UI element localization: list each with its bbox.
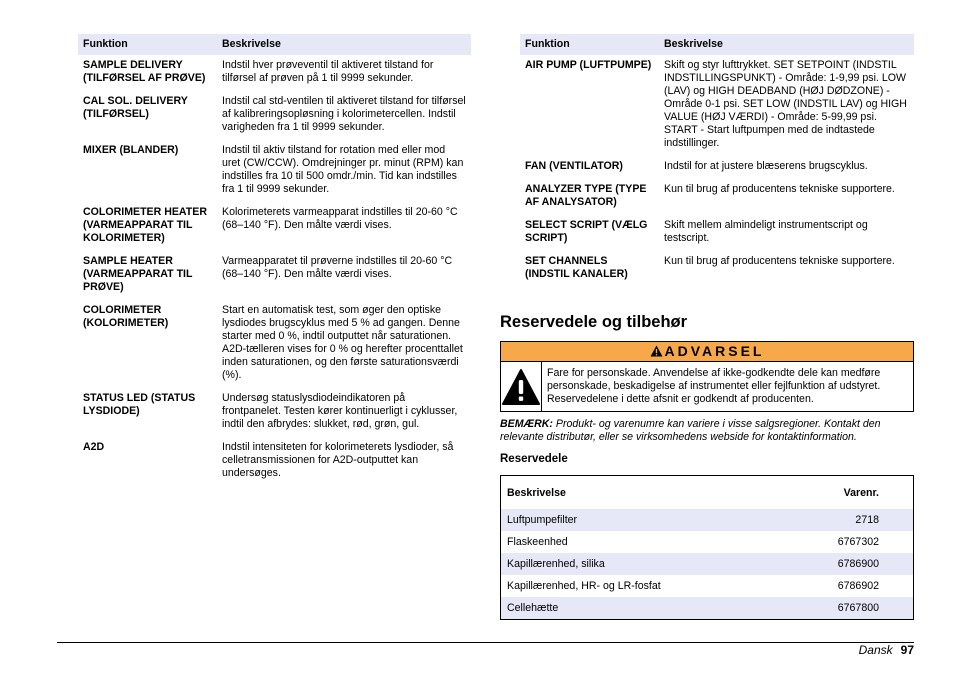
table-row [78, 202, 471, 251]
function-description: Indstil til aktiv tilstand for rotation med eller mod uret (CW/CCW). Omdrejninger pr. minut (RPM) kan indstilles fra 10 til 500 omdr./min. Tid kan indstilles fra 1 til 9999 sekunder. [222, 144, 464, 195]
function-name: COLORIMETER HEATER (VARMEAPPARAT TIL KOLORIMETER) [83, 206, 207, 244]
table-header-row [520, 34, 914, 55]
function-name: A2D [83, 441, 105, 453]
table-row [78, 437, 471, 486]
table-row [520, 215, 914, 251]
function-name: COLORIMETER (KOLORIMETER) [83, 304, 169, 329]
warning-label: ADVARSEL [664, 343, 765, 359]
part-number: 6786902 [837, 580, 879, 592]
table-row [78, 388, 471, 437]
function-name: SET CHANNELS (INDSTIL KANALER) [525, 255, 628, 280]
table-header-row [78, 34, 471, 55]
section-title: Reservedele og tilbehør [500, 313, 688, 331]
function-description: Undersøg statuslysdiodeindikatoren på frontpanelet. Testen kører kontinuerligt i cyklusser, indtil den afbrydes: slukket, rød, grøn, gul. [222, 392, 458, 430]
table-row [501, 597, 913, 619]
function-name: SAMPLE HEATER (VARMEAPPARAT TIL PRØVE) [83, 255, 193, 293]
table-row [78, 300, 471, 388]
part-number: 2718 [777, 509, 913, 531]
warning-triangle-icon [501, 368, 541, 406]
note-paragraph [500, 418, 914, 444]
table-row [78, 140, 471, 202]
function-name: ANALYZER TYPE (TYPE AF ANALYSATOR) [525, 183, 647, 208]
header-description: Beskrivelse [501, 476, 777, 509]
function-name: FAN (VENTILATOR) [525, 160, 623, 172]
page-footer [859, 643, 914, 657]
left-function-table-container [78, 34, 471, 486]
function-description: Kun til brug af producentens tekniske supportere. [664, 183, 895, 195]
header-function: Funktion [78, 34, 217, 55]
header-description: Beskrivelse [659, 34, 914, 55]
table-row [520, 156, 914, 179]
parts-table [501, 476, 913, 619]
right-function-table-container [520, 34, 914, 287]
warning-header [501, 342, 913, 362]
function-name: SAMPLE DELIVERY (TILFØRSEL AF PRØVE) [83, 59, 206, 84]
part-description: Cellehætte [501, 597, 777, 619]
warning-text: Fare for personskade. Anvendelse af ikke-godkendte dele kan medføre personskade, beskadigelse af instrumentet eller fejlfunktion af udstyret. Reservedelene i dette afsnit er godkendt af producenten. [547, 367, 881, 405]
function-description: Kun til brug af producentens tekniske supportere. [664, 255, 895, 267]
parts-table-container [500, 475, 914, 620]
header-description: Beskrivelse [217, 34, 471, 55]
function-description: Indstil intensiteten for kolorimeterets lysdioder, så celletransmissionen for A2D-outputtet kan undersøges. [222, 441, 454, 479]
left-function-table [78, 34, 471, 486]
part-description: Flaskeenhed [507, 536, 568, 548]
function-description: Indstil cal std-ventilen til aktiveret tilstand for tilførsel af kalibreringsopløsning i kolorimetercellen. Indstil varigheden fra 1 til 9999 sekunder. [222, 95, 466, 133]
table-row [520, 55, 914, 156]
function-name: CAL SOL. DELIVERY (TILFØRSEL) [83, 95, 188, 120]
function-description: Skift mellem almindeligt instrumentscript og testscript. [664, 219, 868, 244]
right-function-table [520, 34, 914, 287]
header-function: Funktion [520, 34, 659, 55]
page-number: 97 [900, 643, 914, 657]
part-number: 6786900 [777, 553, 913, 575]
parts-heading: Reservedele [500, 453, 568, 465]
function-description: Indstil for at justere blæserens brugscyklus. [664, 160, 868, 172]
function-description: Indstil hver prøveventil til aktiveret tilstand for tilførsel af prøven på 1 til 9999 sekunder. [222, 59, 434, 84]
table-row [501, 509, 913, 531]
part-description: Kapillærenhed, silika [501, 553, 777, 575]
table-row [78, 55, 471, 91]
part-number: 6767302 [837, 536, 879, 548]
function-name: MIXER (BLANDER) [83, 144, 179, 156]
part-description: Kapillærenhed, HR- og LR-fosfat [507, 580, 661, 592]
warning-body [501, 362, 913, 411]
table-row [78, 251, 471, 300]
part-number: 6767800 [777, 597, 913, 619]
warning-small-icon [650, 345, 663, 357]
footer-language: Dansk [858, 643, 893, 657]
function-description: Skift og styr lufttrykket. SET SETPOINT (INDSTIL INDSTILLINGSPUNKT) - Område: 1-9,99 psi. LOW (LAV) og HIGH DEADBAND (HØJ DØDZONE) - Område 0-1 psi. SET LOW (INDSTIL LAV) og HIGH VALUE (HØJ VÆRDI) - Område: 5-99,99 psi. START - Start luftpumpen med de indtastede indstillinger. [664, 59, 907, 149]
table-row [520, 251, 914, 287]
note-label: BEMÆRK: [500, 418, 553, 430]
warning-icon-cell [501, 362, 542, 411]
function-description: Start en automatisk test, som øger den optiske lysdiodes brugscyklus med 5 % ad gangen. Denne starter med 0 %, indtil outputtet når saturationen. A2D-tælleren vises for 0 % og herefter procenttallet inden saturationen, og den første saturationsværdi (%). [222, 304, 463, 381]
table-header-row [501, 476, 913, 509]
table-row [501, 531, 913, 553]
header-item-number: Varenr. [777, 476, 913, 509]
function-name: AIR PUMP (LUFTPUMPE) [525, 59, 652, 71]
table-row [78, 91, 471, 140]
footer-divider [57, 642, 914, 643]
part-description: Luftpumpefilter [501, 509, 777, 531]
table-row [501, 575, 913, 597]
function-description: Kolorimeterets varmeapparat indstilles til 20-60 °C (68–140 °F). Den målte værdi vises. [222, 206, 458, 231]
function-name: SELECT SCRIPT (VÆLG SCRIPT) [525, 219, 648, 244]
note-text: Produkt- og varenumre kan variere i visse salgsregioner. Kontakt den relevante distributør, eller se virksomhedens webside for kontaktinformation. [500, 418, 881, 443]
function-name: STATUS LED (STATUS LYSDIODE) [83, 392, 196, 417]
warning-box [500, 341, 914, 412]
table-row [520, 179, 914, 215]
table-row [501, 553, 913, 575]
function-description: Varmeapparatet til prøverne indstilles til 20-60 °C (68–140 °F). Den målte værdi vises. [222, 255, 453, 280]
